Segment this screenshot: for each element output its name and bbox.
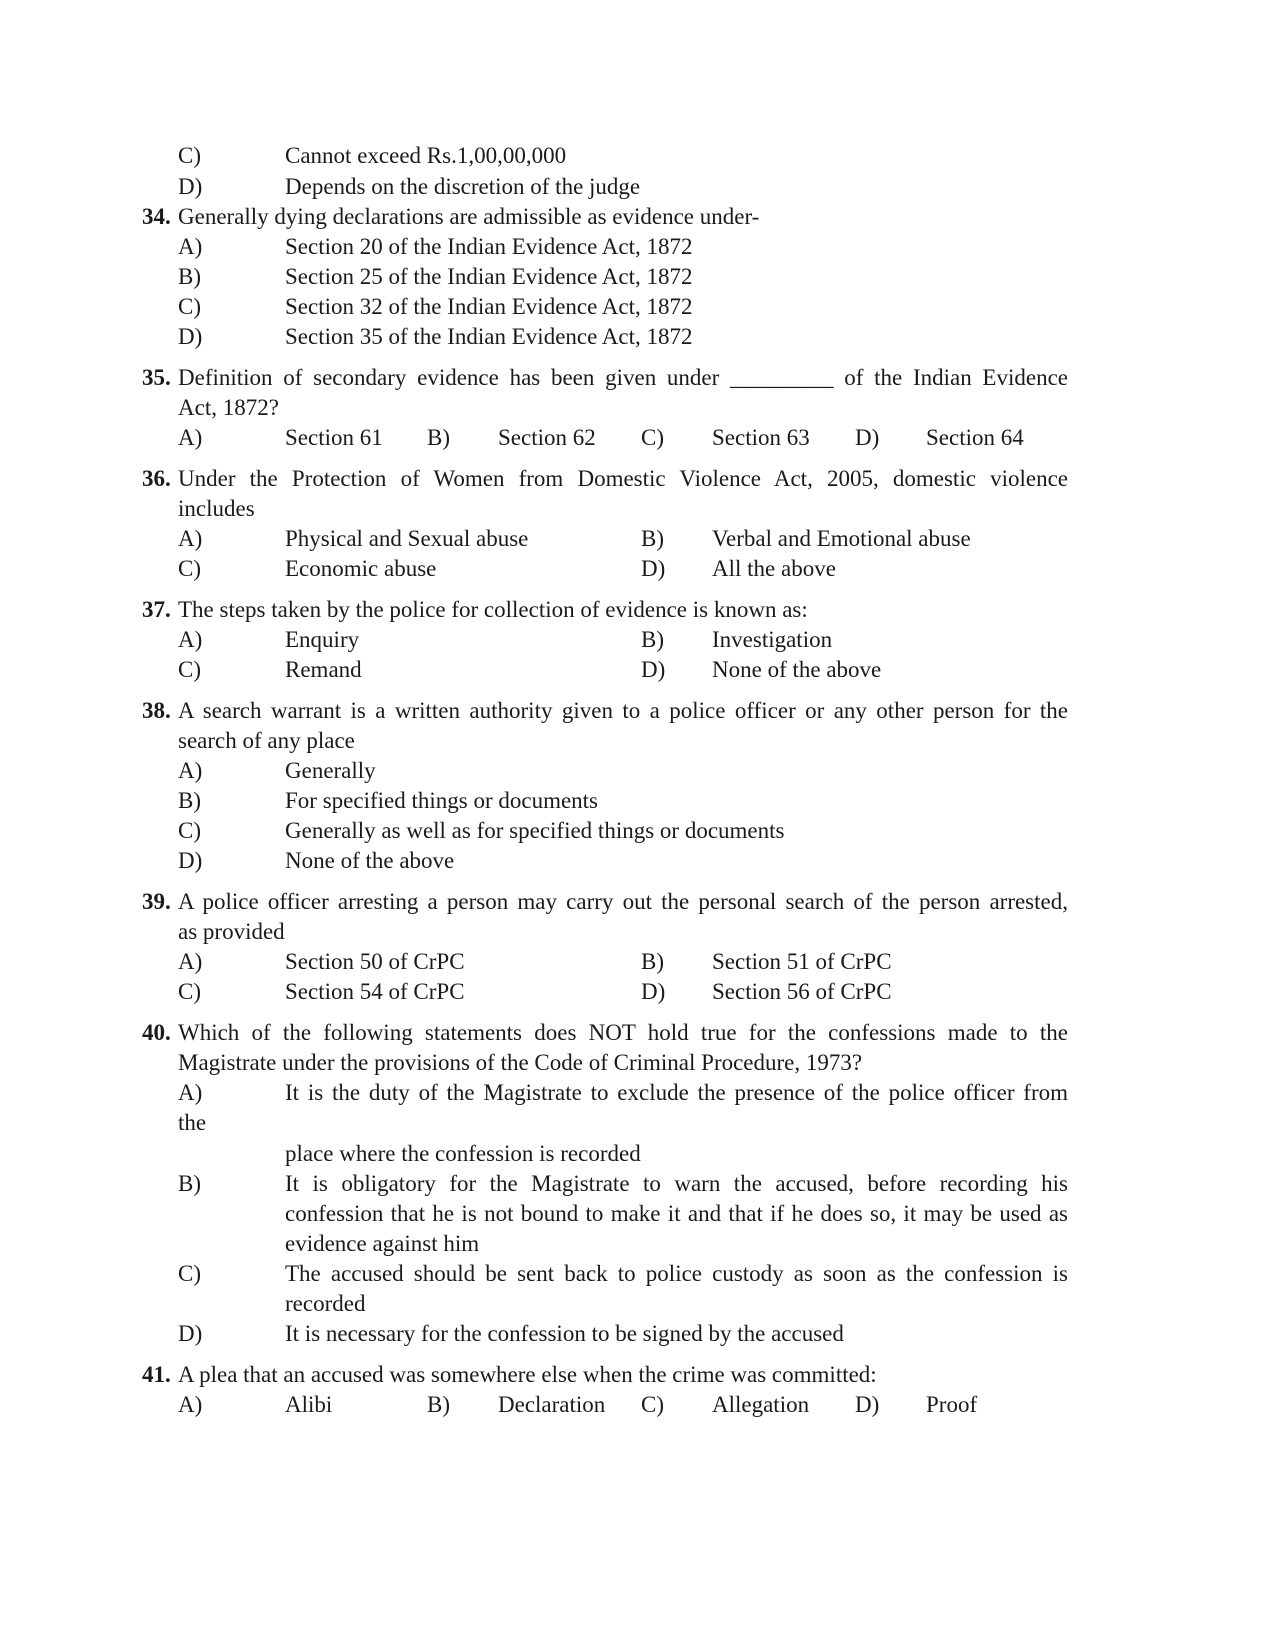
- option-text: place where the confession is recorded: [285, 1141, 641, 1166]
- option-text: Allegation: [712, 1392, 810, 1417]
- option-text: Remand: [285, 657, 362, 682]
- question-number: 36.: [142, 466, 171, 491]
- option-label: C): [178, 657, 201, 682]
- option-text: Section 35 of the Indian Evidence Act, 1872: [285, 324, 693, 349]
- option-label: D): [641, 979, 666, 1004]
- option-label: B): [641, 949, 664, 974]
- option-text: Physical and Sexual abuse: [285, 526, 529, 551]
- question-number: 40.: [142, 1020, 171, 1045]
- option-text: For specified things or documents: [285, 788, 599, 813]
- question-number: 37.: [142, 597, 171, 622]
- option-text: Section 56 of CrPC: [712, 979, 892, 1004]
- question-text: includes: [178, 496, 255, 521]
- option-text: Section 32 of the Indian Evidence Act, 1872: [285, 294, 693, 319]
- option-text: Section 54 of CrPC: [285, 979, 465, 1004]
- option-label: B): [641, 627, 664, 652]
- question-text: Generally dying declarations are admissible as evidence under-: [178, 204, 760, 229]
- question-text: search of any place: [178, 728, 355, 753]
- option-text: It is necessary for the confession to be signed by the accused: [285, 1321, 844, 1346]
- option-text: the: [178, 1110, 207, 1135]
- option-label: D): [641, 657, 666, 682]
- question-text: The steps taken by the police for collection of evidence is known as:: [178, 597, 808, 622]
- option-text: Section 63: [712, 425, 810, 450]
- option-label: B): [427, 1392, 450, 1417]
- option-label: D): [178, 174, 203, 199]
- option-label: A): [178, 234, 203, 259]
- option-text: Generally: [285, 758, 376, 783]
- option-label: A): [178, 949, 203, 974]
- question-text: A plea that an accused was somewhere else when the crime was committed:: [178, 1362, 877, 1387]
- option-label: A): [178, 758, 203, 783]
- question-number: 34.: [142, 204, 171, 229]
- option-text: Generally as well as for specified things or documents: [285, 818, 785, 843]
- option-text: recorded: [285, 1291, 366, 1316]
- option-text: evidence against him: [285, 1231, 480, 1256]
- option-label: B): [641, 526, 664, 551]
- option-text: None of the above: [712, 657, 882, 682]
- option-text: Section 50 of CrPC: [285, 949, 465, 974]
- option-label: C): [178, 1261, 201, 1286]
- option-text: Economic abuse: [285, 556, 437, 581]
- option-text: None of the above: [285, 848, 455, 873]
- option-label: D): [855, 425, 880, 450]
- option-text: Proof: [926, 1392, 978, 1417]
- option-label: D): [178, 1321, 203, 1346]
- option-label: D): [641, 556, 666, 581]
- option-text: Section 62: [498, 425, 596, 450]
- option-text: Declaration: [498, 1392, 606, 1417]
- question-number: 39.: [142, 889, 171, 914]
- option-label: A): [178, 627, 203, 652]
- option-label: A): [178, 1080, 203, 1105]
- question-text: A search warrant is a written authority given to a police officer or any other person for the: [178, 698, 1068, 723]
- option-text: Alibi: [285, 1392, 333, 1417]
- option-label: C): [178, 294, 201, 319]
- option-label: D): [178, 848, 203, 873]
- option-text: Section 61: [285, 425, 383, 450]
- option-label: C): [178, 556, 201, 581]
- question-number: 41.: [142, 1362, 171, 1387]
- option-label: B): [178, 264, 201, 289]
- option-label: D): [855, 1392, 880, 1417]
- option-text: Enquiry: [285, 627, 360, 652]
- option-text: Depends on the discretion of the judge: [285, 174, 641, 199]
- option-text: Section 51 of CrPC: [712, 949, 892, 974]
- option-text: Verbal and Emotional abuse: [712, 526, 971, 551]
- question-number: 38.: [142, 698, 171, 723]
- option-text: It is obligatory for the Magistrate to warn the accused, before recording his: [285, 1171, 1068, 1196]
- question-text: Act, 1872?: [178, 395, 279, 420]
- option-text: It is the duty of the Magistrate to exclude the presence of the police officer from: [285, 1080, 1068, 1105]
- option-text: All the above: [712, 556, 836, 581]
- option-label: B): [178, 1171, 201, 1196]
- question-text: Magistrate under the provisions of the Code of Criminal Procedure, 1973?: [178, 1050, 863, 1075]
- question-text: Which of the following statements does NOT hold true for the confessions made to the: [178, 1020, 1068, 1045]
- option-label: A): [178, 526, 203, 551]
- option-text: Investigation: [712, 627, 833, 652]
- option-label: A): [178, 425, 203, 450]
- option-text: Section 20 of the Indian Evidence Act, 1872: [285, 234, 693, 259]
- question-text: as provided: [178, 919, 285, 944]
- option-label: C): [641, 425, 664, 450]
- question-text: Under the Protection of Women from Domestic Violence Act, 2005, domestic violence: [178, 466, 1068, 491]
- option-label: C): [641, 1392, 664, 1417]
- option-text: Section 64: [926, 425, 1024, 450]
- question-text: A police officer arresting a person may carry out the personal search of the person arrested,: [178, 889, 1068, 914]
- option-label: D): [178, 324, 203, 349]
- option-text: Section 25 of the Indian Evidence Act, 1872: [285, 264, 693, 289]
- question-number: 35.: [142, 365, 171, 390]
- option-label: A): [178, 1392, 203, 1417]
- option-label: B): [427, 425, 450, 450]
- option-label: C): [178, 979, 201, 1004]
- option-label: C): [178, 818, 201, 843]
- option-text: The accused should be sent back to police custody as soon as the confession is: [285, 1261, 1068, 1286]
- option-text: Cannot exceed Rs.1,00,00,000: [285, 143, 567, 168]
- option-label: C): [178, 143, 201, 168]
- question-text: Definition of secondary evidence has been given under _________ of the Indian Evidence: [178, 365, 1068, 390]
- option-label: B): [178, 788, 201, 813]
- option-text: confession that he is not bound to make it and that if he does so, it may be used as: [285, 1201, 1068, 1226]
